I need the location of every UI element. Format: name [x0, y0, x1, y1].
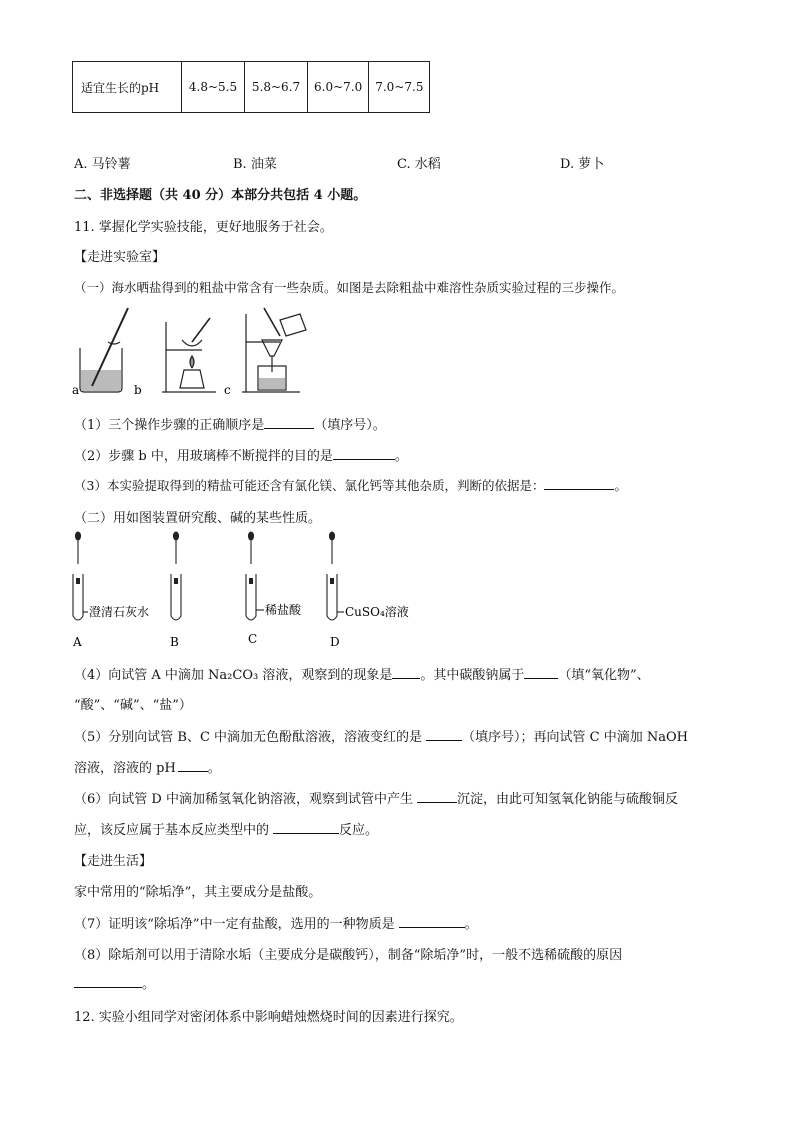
- fig1-label-b: b: [134, 383, 142, 397]
- answer-blank[interactable]: [392, 666, 420, 679]
- answer-blank[interactable]: [544, 477, 614, 490]
- q5-text-2: （填序号）；再向试管 C 中滴加 NaOH: [462, 730, 689, 745]
- test-tube-b: [171, 532, 181, 620]
- q1-text: （1）三个操作步骤的正确顺序是: [74, 418, 265, 433]
- q2-text: （2）步骤 b 中，用玻璃棒不断搅拌的目的是: [74, 449, 333, 464]
- answer-blank[interactable]: [273, 821, 339, 834]
- test-tube-a: [73, 532, 83, 620]
- test-tube-d: [327, 532, 337, 620]
- q7-text-end: 。: [464, 917, 478, 932]
- q11-stem: 11. 掌握化学实验技能，更好地服务于社会。: [74, 220, 333, 235]
- q7: [74, 913, 478, 932]
- q1: [74, 414, 386, 433]
- tube-letter-a: A: [73, 635, 82, 649]
- tube-label-cuso4: CuSO₄溶液: [345, 605, 409, 619]
- answer-blank[interactable]: [426, 728, 462, 741]
- answer-blank[interactable]: [524, 666, 558, 679]
- q3-text-end: 。: [614, 478, 627, 493]
- life-intro: 家中常用的“除垢净”，其主要成分是盐酸。: [74, 885, 322, 900]
- answer-blank[interactable]: [264, 416, 314, 429]
- q5-cont: [74, 757, 221, 776]
- tube-letter-b: B: [170, 635, 179, 649]
- q8-text-end: 。: [142, 977, 156, 992]
- answer-blank[interactable]: [74, 975, 142, 988]
- answer-blank[interactable]: [399, 915, 465, 928]
- part2-intro: （二）用如图装置研究酸、碱的某些性质。: [74, 511, 322, 526]
- ph-cell: 5.8~6.7: [245, 62, 308, 113]
- q6-text: （6）向试管 D 中滴加稀氢氧化钠溶液，观察到试管中产生: [74, 792, 413, 807]
- dissolving-beaker: [80, 308, 128, 392]
- q6-cont: [74, 819, 378, 838]
- fig1-label-a: a: [72, 383, 80, 397]
- section-title: 二、非选择题（共 40 分）本部分共包括 4 小题。: [74, 188, 367, 203]
- lab-heading: 【走进实验室】: [74, 250, 166, 265]
- tube-letter-d: D: [330, 635, 340, 649]
- answer-blank[interactable]: [417, 790, 457, 803]
- q2-text-end: 。: [394, 449, 408, 464]
- q6-text-3: 应，该反应属于基本反应类型中的: [74, 823, 270, 838]
- q8: （8）除垢剂可以用于清除水垢（主要成分是碳酸钙），制备“除垢净”时，一般不选稀硫酸的原因: [74, 948, 623, 963]
- q6-text-2: 沉淀，由此可知氢氧化钠能与硫酸铜反: [456, 792, 678, 807]
- q12-stem: 12. 实验小组同学对密闭体系中影响蜡烛燃烧时间的因素进行探究。: [74, 1010, 463, 1025]
- answer-blank[interactable]: [333, 447, 395, 460]
- q3: [74, 476, 627, 494]
- q7-text: （7）证明该“除垢净”中一定有盐酸，选用的一种物质是: [74, 917, 395, 932]
- q4-cont: “酸”、“碱”、“盐”）: [74, 698, 192, 713]
- part1-intro: （一）海水晒盐得到的粗盐中常含有一些杂质。如图是去除粗盐中难溶性杂质实验过程的三步操作。: [74, 280, 625, 295]
- option-c: C. 水稻: [397, 157, 441, 172]
- q5-text-3: 溶液，溶液的 pH: [74, 761, 176, 776]
- evaporation-setup: [162, 318, 216, 392]
- fig1-label-c: c: [224, 383, 231, 397]
- q5-text: （5）分别向试管 B、C 中滴加无色酚酞溶液，溶液变红的是: [74, 730, 423, 745]
- tube-letter-c: C: [248, 632, 258, 646]
- answer-blank[interactable]: [178, 759, 208, 772]
- ph-cell: 7.0~7.5: [369, 62, 430, 113]
- ph-cell: 4.8~5.5: [182, 62, 245, 113]
- option-a: A. 马铃薯: [74, 157, 131, 172]
- q5-text-4: 。: [207, 761, 221, 776]
- filtration-setup: [242, 308, 306, 392]
- tube-label-hcl: 稀盐酸: [265, 603, 302, 617]
- q4-text: （4）向试管 A 中滴加 Na₂CO₃ 溶液，观察到的现象是: [74, 668, 393, 683]
- option-b: B. 油菜: [233, 157, 277, 172]
- q8-cont: [74, 973, 155, 992]
- q3-text: （3）本实验提取得到的精盐可能还含有氯化镁、氯化钙等其他杂质，判断的依据是：: [74, 478, 545, 493]
- q4-text-3: （填“氧化物”、: [558, 668, 650, 683]
- ph-table: [72, 61, 430, 113]
- test-tubes-figure: [66, 530, 426, 652]
- tube-label-limewater: 澄清石灰水: [89, 605, 150, 619]
- q6: [74, 788, 678, 807]
- q1-text-end: （填序号）。: [314, 418, 386, 433]
- q4-text-2: 。其中碳酸钠属于: [420, 668, 525, 683]
- ph-table-header: 适宜生长的pH: [73, 62, 182, 113]
- salt-purification-figure: [70, 300, 330, 400]
- q6-text-4: 反应。: [339, 823, 379, 838]
- q4: [74, 664, 650, 683]
- option-d: D. 萝卜: [560, 157, 605, 172]
- life-heading: 【走进生活】: [74, 854, 153, 869]
- ph-cell: 6.0~7.0: [308, 62, 369, 113]
- q5: [74, 726, 688, 745]
- test-tube-c: [246, 532, 256, 620]
- q2: [74, 445, 408, 464]
